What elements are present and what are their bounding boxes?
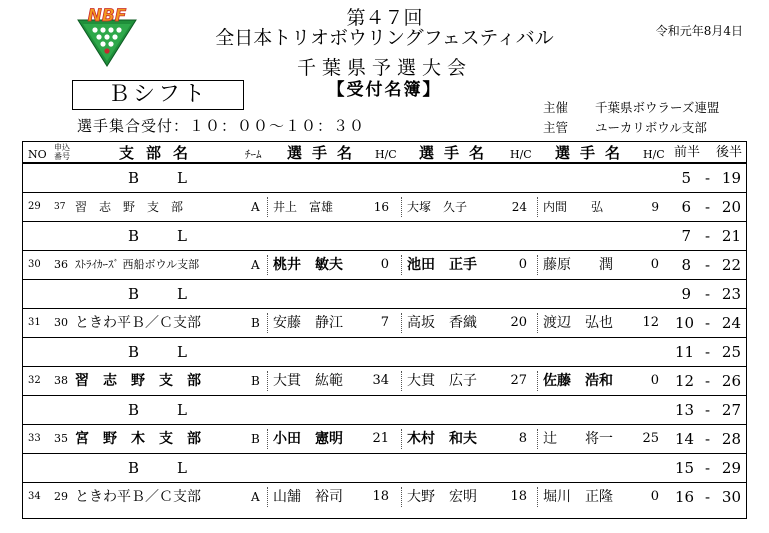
player2-name: 大塚 久子 [407, 200, 468, 214]
separator [537, 487, 538, 507]
second-half-lane: 26 [721, 372, 741, 390]
separator [401, 197, 402, 217]
lane-dash: - [705, 256, 711, 274]
lane-dash: - [705, 372, 711, 390]
first-half-lane: 8 [681, 256, 691, 274]
first-half-lane: 11 [675, 343, 695, 361]
first-half-lane: 13 [675, 401, 695, 419]
first-half-lane: 5 [681, 169, 691, 187]
player3-hc: 0 [650, 373, 659, 388]
team-code: B [251, 432, 260, 446]
lane-dash: - [705, 430, 711, 448]
header-entry-top: 申込 [54, 143, 70, 152]
first-half-lane: 14 [675, 430, 695, 448]
organizer-label: 主管 [543, 120, 569, 135]
player3-name: 辻 将一 [543, 431, 613, 447]
player1-hc: 7 [380, 315, 389, 330]
separator [267, 487, 268, 507]
register-table [22, 163, 747, 519]
team-code: A [251, 258, 260, 272]
first-half-lane: 7 [681, 227, 691, 245]
separator [401, 487, 402, 507]
separator [267, 371, 268, 391]
lane-b: B [128, 459, 140, 477]
player1-name: 小田 憲明 [273, 431, 343, 447]
sponsor-value: 千葉県ボウラーズ連盟 [595, 100, 720, 115]
second-half-lane: 29 [721, 459, 741, 477]
player2-hc: 24 [511, 200, 527, 214]
lane-dash: - [705, 459, 711, 477]
player2-hc: 8 [518, 431, 527, 446]
player1-hc: 18 [372, 489, 389, 504]
separator [401, 255, 402, 275]
player3-name: 内間 弘 [543, 200, 604, 214]
player3-name: 佐藤 浩和 [543, 373, 613, 389]
first-half-lane: 16 [675, 488, 695, 506]
player3-hc: 9 [651, 200, 659, 214]
second-half-lane: 30 [721, 488, 741, 506]
second-half-lane: 23 [721, 285, 741, 303]
team-code: A [251, 200, 260, 214]
first-half-lane: 15 [675, 459, 695, 477]
player1-hc: 21 [372, 431, 389, 446]
player1-name: 大貫 紘範 [273, 373, 343, 389]
first-half-lane: 12 [675, 372, 695, 390]
organizer-value: ユーカリボウル支部 [595, 120, 707, 135]
row-no: 34 [28, 491, 41, 502]
title-qualifier: 千葉県予選大会 [296, 57, 472, 79]
branch-name: ときわ平Ｂ／Ｃ支部 [75, 315, 201, 331]
title-event: 全日本トリオボウリングフェスティバル [215, 27, 554, 49]
separator [267, 255, 268, 275]
lane-l: L [177, 169, 187, 187]
header-hc3: H/C [643, 148, 665, 161]
separator [537, 313, 538, 333]
table-row [23, 337, 746, 366]
separator [267, 197, 268, 217]
player2-hc: 27 [510, 373, 527, 388]
player1-hc: 16 [373, 200, 389, 214]
team-code: B [251, 316, 260, 330]
lane-l: L [177, 285, 187, 303]
player1-name: 山舗 裕司 [273, 489, 343, 505]
player2-name: 大貫 広子 [407, 373, 477, 389]
player2-name: 高坂 香織 [407, 315, 477, 331]
player3-hc: 12 [642, 315, 659, 330]
table-row [23, 482, 746, 511]
table-row [23, 279, 746, 308]
sponsor-label: 主催 [543, 100, 569, 115]
second-half-lane: 21 [721, 227, 741, 245]
shift-label: Ｂシフト [72, 80, 244, 110]
entry-no: 38 [54, 374, 68, 387]
lane-b: B [128, 169, 140, 187]
team-code: A [251, 490, 260, 504]
first-half-lane: 9 [681, 285, 691, 303]
lane-b: B [128, 343, 140, 361]
header-player2: 選手名 [419, 144, 495, 162]
event-date: 令和元年8月4日 [655, 24, 743, 38]
logo-text: NBF [87, 6, 127, 26]
lane-b: B [128, 227, 140, 245]
gather-time: 選手集合受付：１０：００～１０：３０ [77, 117, 366, 135]
header-entry-bottom: 番号 [54, 152, 70, 161]
separator [267, 429, 268, 449]
player3-name: 渡辺 弘也 [543, 315, 613, 331]
second-half-lane: 19 [721, 169, 741, 187]
table-row [23, 366, 746, 395]
lane-l: L [177, 401, 187, 419]
player1-hc: 0 [380, 257, 389, 272]
table-row [23, 250, 746, 279]
lane-dash: - [705, 285, 711, 303]
table-row [23, 163, 746, 192]
row-no: 32 [28, 375, 41, 386]
table-row [23, 395, 746, 424]
row-no: 29 [28, 201, 41, 212]
table-row [23, 453, 746, 482]
title-edition: 第４７回 [346, 7, 423, 29]
lane-dash: - [705, 198, 711, 216]
row-no: 33 [28, 433, 41, 444]
table-row [23, 221, 746, 250]
player1-name: 桃井 敏夫 [273, 257, 343, 273]
first-half-lane: 10 [675, 314, 695, 332]
table-header [22, 141, 747, 163]
team-code: B [251, 374, 260, 388]
first-half-lane: 6 [681, 198, 691, 216]
player3-hc: 25 [642, 431, 659, 446]
player2-hc: 20 [510, 315, 527, 330]
branch-name: 宮 野 木 支 部 [75, 431, 201, 447]
player2-hc: 18 [510, 489, 527, 504]
player3-name: 堀川 正隆 [543, 489, 613, 505]
separator [401, 429, 402, 449]
row-no: 31 [28, 317, 41, 328]
lane-dash: - [705, 343, 711, 361]
lane-dash: - [705, 488, 711, 506]
player2-name: 木村 和夫 [407, 431, 477, 447]
entry-no: 29 [54, 490, 68, 503]
table-row [23, 308, 746, 337]
separator [401, 371, 402, 391]
second-half-lane: 20 [721, 198, 741, 216]
player1-hc: 34 [372, 373, 389, 388]
header-player3: 選手名 [555, 144, 631, 162]
lane-dash: - [705, 227, 711, 245]
entry-no: 37 [54, 202, 66, 212]
header-second-half: 後半 [716, 145, 743, 160]
player1-name: 安藤 静江 [273, 315, 343, 331]
separator [537, 371, 538, 391]
player3-hc: 0 [650, 257, 659, 272]
table-row [23, 192, 746, 221]
title-register: 【受付名簿】 [327, 80, 442, 100]
header-first-half: 前半 [674, 145, 701, 160]
separator [267, 313, 268, 333]
header-no: NO [28, 148, 47, 161]
separator [537, 429, 538, 449]
lane-b: B [128, 285, 140, 303]
second-half-lane: 27 [721, 401, 741, 419]
entry-no: 35 [54, 432, 68, 445]
lane-l: L [177, 343, 187, 361]
separator [537, 255, 538, 275]
lane-l: L [177, 227, 187, 245]
player3-hc: 0 [650, 489, 659, 504]
player3-name: 藤原 潤 [543, 257, 613, 273]
branch-name: 習 志 野 支 部 [75, 373, 201, 389]
header-player1: 選手名 [287, 144, 363, 162]
lane-l: L [177, 459, 187, 477]
player2-hc: 0 [518, 257, 527, 272]
header-branch: 支部名 [119, 144, 201, 162]
sponsor [543, 98, 719, 116]
separator [401, 313, 402, 333]
table-row [23, 424, 746, 453]
branch-name: 習 志 野 支 部 [75, 200, 184, 214]
separator [537, 197, 538, 217]
branch-name: ときわ平Ｂ／Ｃ支部 [75, 489, 201, 505]
row-no: 30 [28, 259, 41, 270]
second-half-lane: 28 [721, 430, 741, 448]
header-hc2: H/C [510, 148, 532, 161]
second-half-lane: 22 [721, 256, 741, 274]
lane-dash: - [705, 169, 711, 187]
lane-b: B [128, 401, 140, 419]
lane-dash: - [705, 314, 711, 332]
header-hc1: H/C [375, 148, 397, 161]
organizer [543, 118, 707, 136]
entry-no: 36 [54, 258, 68, 271]
player1-name: 井上 富雄 [273, 200, 334, 214]
header-team: ﾁｰﾑ [245, 148, 262, 161]
lane-dash: - [705, 401, 711, 419]
branch-name: ｽﾄﾗｲｶｰｽﾞ 西船ボウル支部 [75, 258, 200, 271]
second-half-lane: 24 [721, 314, 741, 332]
entry-no: 30 [54, 316, 68, 329]
player2-name: 大野 宏明 [407, 489, 477, 505]
second-half-lane: 25 [721, 343, 741, 361]
player2-name: 池田 正手 [407, 257, 477, 273]
